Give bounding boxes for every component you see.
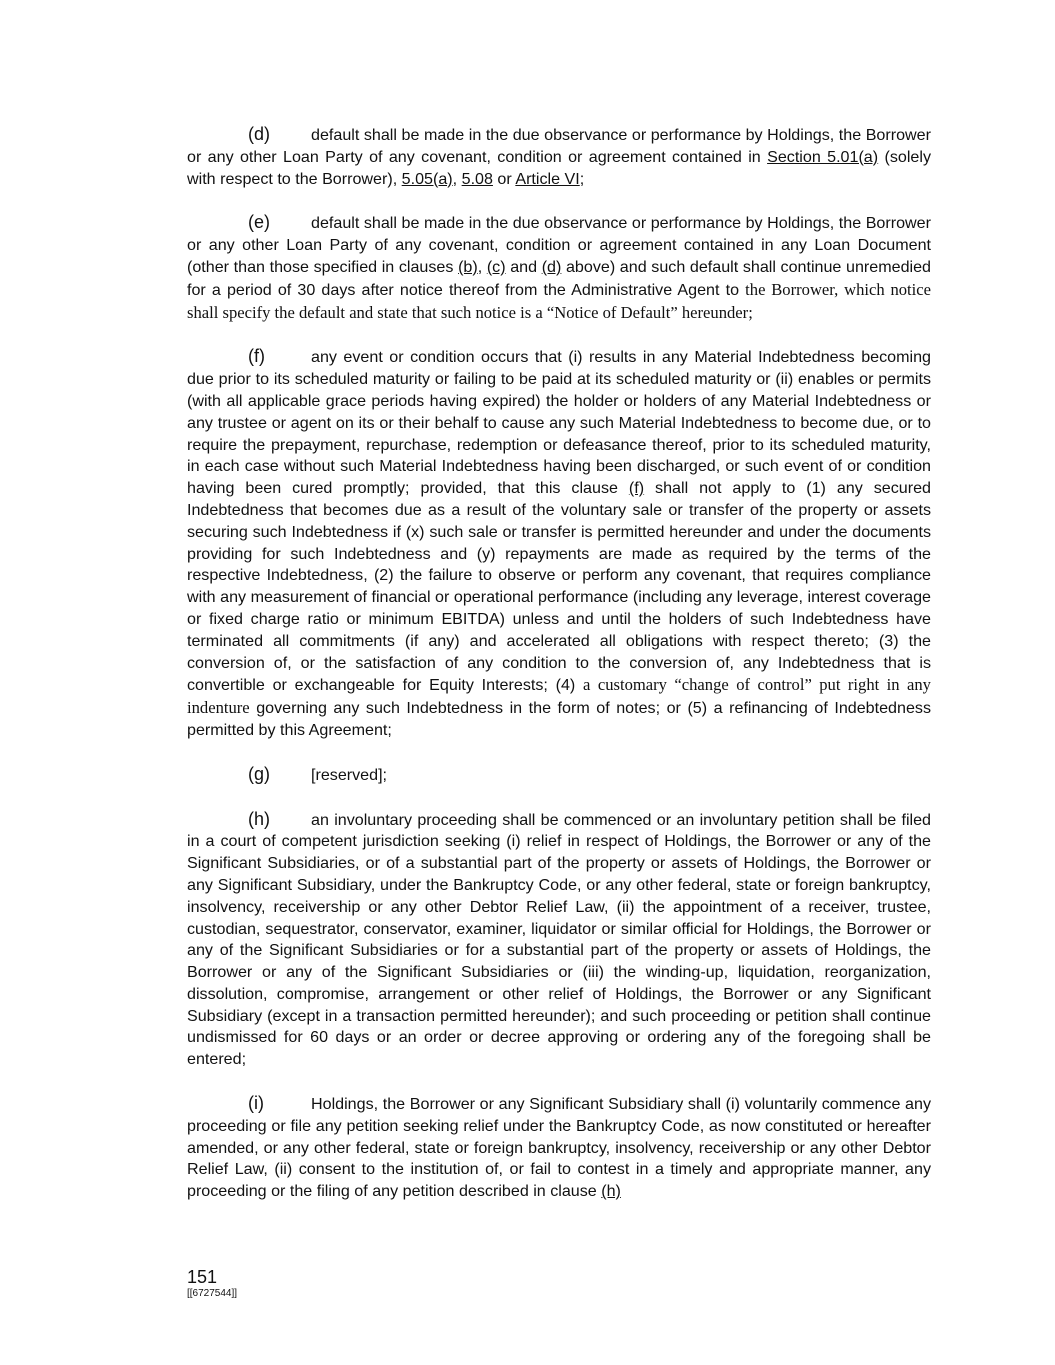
clause-f-reference: (f) [628,479,645,498]
clause-f-text-serif: a customary “change of control” put right in any indenture [187,675,931,718]
clause-d-text: (solely with respect to the Borrower), [187,147,931,188]
clause-g [187,764,931,787]
clause-h [187,809,931,1072]
clause-d-text: ; [579,169,585,188]
section-5-05a-reference: 5.05(a) [401,169,453,188]
clause-h-text: an involuntary proceeding shall be commenced or an involuntary petition shall be filed in a court of competent jurisdiction seeking (i) relief in respect of Holdings, the Borrower or any of the Significant Subsidiaries, or of a substantial part of the property or assets of Holdings, the Borrower or any Significant Subsidiary, under the Bankruptcy Code, or any other federal, state or foreign bankruptcy, insolvency, receivership or any other Debtor Relief Law, (ii) the appointment of a receiver, trustee, custodian, sequestrator, conservator, examiner, liquidator or similar official for Holdings, the Borrower or any of the Significant Subsidiaries or for a substantial part of the property or assets of Holdings, the Borrower or any of the Significant Subsidiaries or (iii) the winding-up, liquidation, reorganization, dissolution, compromise, arrangement or other relief of Holdings, the Borrower or any Significant Subsidiary (except in a transaction permitted hereunder); and such proceeding or petition shall continue undismissed for 60 days or an order or decree approving or ordering any of the foregoing shall be entered; [187,810,931,1069]
clause-f-text: governing any such Indebtedness in the form of notes; or (5) a refinancing of Indebtedness permitted by this Agreement; [187,699,931,739]
document-page [187,124,931,1225]
document-id: [[6727544]] [187,1288,238,1299]
page-footer [187,1266,237,1300]
page-number: 151 [187,1267,218,1287]
clause-b-reference: (b) [458,257,478,276]
clause-d [187,124,931,190]
clause-e-label: (e) [248,212,270,233]
clause-h-reference: (h) [601,1182,621,1201]
section-5-08-reference: 5.08 [461,169,493,188]
clause-f [187,346,931,741]
clause-f-text: shall not apply to (1) any secured Indebtedness that becomes due as a result of the voluntary sale or transfer of the property or assets securing such Indebtedness if (x) such sale or transfer is permitted hereunder and under the documents providing for such Indebtedness and (y) repayments are made as required by the terms of the respective Indebtedness, (2) the failure to observe or perform any covenant, that requires compliance with any measurement of financial or operational performance (including any leverage, interest coverage or fixed charge ratio or minimum EBITDA) unless and until the holders of such Indebtedness have terminated all commitments (if any) and accelerated all obligations with respect thereto; (3) the conversion of, or the satisfaction of any condition to the conversion of, any Indebtedness that is convertible or exchangeable for Equity Interests; (4) [187,479,931,695]
clause-d-text: or [492,169,516,188]
clause-d-text: , [452,169,462,188]
clause-i-label: (i) [248,1093,264,1114]
article-vi-reference: Article VI [515,169,580,188]
clause-e [187,212,931,324]
clause-c-reference: (c) [486,257,506,276]
clause-f-label: (f) [248,346,265,367]
clause-e-text: , [477,257,487,276]
clause-d-reference: (d) [541,257,562,276]
clause-d-text: default shall be made in the due observance or performance by Holdings, the Borrower or any other Loan Party of any covenant, condition or agreement contained in [187,126,931,166]
clause-f-text: any event or condition occurs that (i) results in any Material Indebtedness becoming due prior to its scheduled maturity or failing to be paid at its scheduled maturity or (ii) enables or permits (with all applicable grace periods having expired) the holder or holders of any Material Indebtedness or any trustee or agent on its or their behalf to cause any such Material Indebtedness to become due, or to require the prepayment, repurchase, redemption or defeasance thereof, prior to its scheduled maturity, in each case without such Material Indebtedness having been discharged, or such event of or condition having been cured promptly; provided, that this clause [187,348,931,498]
clause-g-label: (g) [248,763,270,784]
clause-e-text: default shall be made in the due observance or performance by Holdings, the Borrower or any other Loan Party of any covenant, condition or agreement contained in any Loan Document (other than those specified in clauses [187,214,931,276]
clause-g-text: [reserved]; [311,765,388,784]
clause-d-label: (d) [248,124,270,144]
clause-e-text-serif: the Borrower, which notice shall specify the default and state that such notice is a “Notice of Default” hereunder; [187,279,932,322]
clause-i-text: Holdings, the Borrower or any Significant Subsidiary shall (i) voluntarily commence any proceeding or file any petition seeking relief under the Bankruptcy Code, as now constituted or hereafter amended, or any other federal, state or foreign bankruptcy, insolvency, receivership or any other Debtor Relief Law, (ii) consent to the institution of, or fail to contest in a timely and appropriate manner, any proceeding or the filing of any petition described in clause [187,1095,931,1201]
clause-h-label: (h) [248,808,270,829]
clause-e-text: and [505,257,542,276]
clause-e-text: above) and such default shall continue unremedied for a period of 30 days after notice thereof from the Administrative Agent to [187,257,931,299]
section-5-01a-reference: Section 5.01(a) [767,147,879,166]
clause-i [187,1093,931,1203]
